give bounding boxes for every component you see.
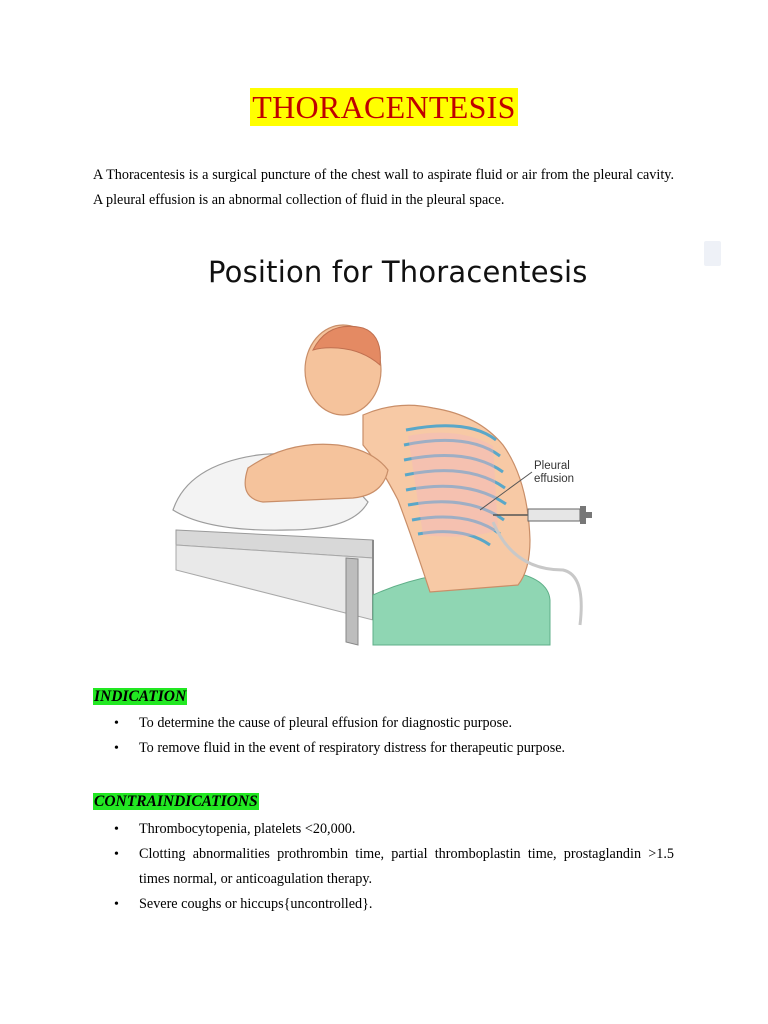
indication-heading-text: INDICATION bbox=[94, 688, 187, 705]
figure-title: Position for Thoracentesis bbox=[208, 255, 588, 289]
thoracentesis-position-figure bbox=[168, 240, 648, 655]
indication-heading bbox=[93, 687, 187, 706]
intro-paragraph: A Thoracentesis is a surgical puncture of the chest wall to aspirate fluid or air from the pleural cavity. A pleural effusion is an abnormal collection of fluid in the pleural space. bbox=[93, 167, 674, 208]
pleural-effusion-label bbox=[534, 460, 574, 486]
list-item: • To remove fluid in the event of respiratory distress for therapeutic purpose. bbox=[93, 736, 674, 761]
contraindications-list bbox=[93, 817, 674, 917]
thoracentesis-illustration bbox=[168, 240, 648, 655]
list-item: • Clotting abnormalities prothrombin time, partial thromboplastin time, prostaglandin >1.5 times normal, or anticoagulation therapy. bbox=[93, 842, 674, 892]
indication-list bbox=[93, 711, 674, 761]
page-title: THORACENTESIS bbox=[252, 89, 516, 125]
list-item: • Thrombocytopenia, platelets <20,000. bbox=[93, 817, 674, 842]
margin-marker bbox=[704, 241, 721, 266]
arm-illustration bbox=[245, 444, 388, 502]
contraindications-heading bbox=[93, 792, 259, 811]
title-container bbox=[0, 88, 768, 126]
table-illustration bbox=[176, 530, 373, 645]
contraindications-heading-text: CONTRAINDICATIONS bbox=[94, 793, 258, 810]
list-item: • To determine the cause of pleural effusion for diagnostic purpose. bbox=[93, 711, 674, 736]
label-line-1: Pleural bbox=[534, 460, 570, 472]
label-line-2: effusion bbox=[534, 473, 575, 485]
list-item: • Severe coughs or hiccups{uncontrolled}. bbox=[93, 892, 674, 917]
